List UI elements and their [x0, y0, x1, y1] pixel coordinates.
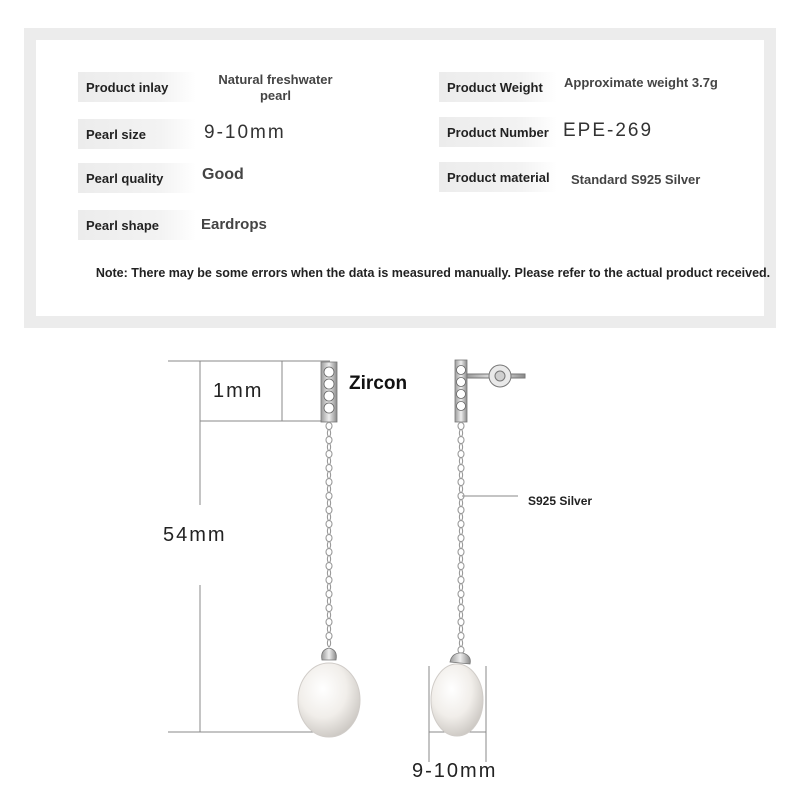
- chain-link: [459, 457, 462, 464]
- chain-link: [458, 520, 464, 527]
- chain-link: [326, 604, 332, 611]
- chain-link: [326, 576, 332, 583]
- chain-link: [327, 471, 330, 478]
- ear-post: [467, 365, 525, 387]
- pearl-cap-side: [450, 653, 470, 664]
- chain-link: [326, 464, 332, 471]
- pearl-quality-label: Pearl quality: [78, 163, 196, 193]
- chain-link: [327, 513, 330, 520]
- chain-front: [326, 422, 332, 646]
- product-material-label: Product material: [439, 162, 557, 192]
- chain-link: [459, 583, 462, 590]
- length-dimension: 54mm: [163, 524, 227, 546]
- product-inlay-value-line1: Natural freshwater: [218, 72, 333, 87]
- chain-link: [458, 534, 464, 541]
- product-inlay-label: Product inlay: [78, 72, 196, 102]
- chain-link: [326, 506, 332, 513]
- chain-link: [458, 562, 464, 569]
- chain-link: [458, 450, 464, 457]
- product-inlay-value-line2: pearl: [259, 88, 292, 103]
- chain-link: [326, 562, 332, 569]
- chain-link: [459, 499, 462, 506]
- chain-link: [459, 443, 462, 450]
- silver-callout: S925 Silver: [528, 494, 593, 508]
- earring-front: [298, 362, 360, 737]
- chain-link: [327, 639, 330, 646]
- measurement-note: Note: There may be some errors when the data is measured manually. Please refer to the actual product received.: [95, 266, 771, 280]
- chain-link: [326, 520, 332, 527]
- pearl-size-label: Pearl size: [78, 119, 196, 149]
- chain-link: [327, 443, 330, 450]
- zircon-callout: Zircon: [349, 373, 408, 394]
- chain-link: [327, 499, 330, 506]
- chain-link: [327, 569, 330, 576]
- chain-link: [459, 513, 462, 520]
- chain-link: [327, 555, 330, 562]
- chain-link: [458, 576, 464, 583]
- chain-link: [459, 597, 462, 604]
- product-number-value: EPE-269: [563, 120, 654, 141]
- chain-link: [458, 436, 464, 443]
- chain-link: [326, 492, 332, 499]
- chain-link: [458, 548, 464, 555]
- chain-link: [458, 506, 464, 513]
- product-material-value: Standard S925 Silver: [571, 172, 701, 187]
- earring-diagram: [0, 330, 800, 800]
- chain-link: [327, 429, 330, 436]
- chain-link: [327, 625, 330, 632]
- chain-link: [326, 618, 332, 625]
- chain-link: [459, 527, 462, 534]
- chain-link: [459, 611, 462, 618]
- chain-link: [327, 527, 330, 534]
- chain-link: [458, 422, 464, 429]
- chain-link: [458, 632, 464, 639]
- chain-link: [458, 604, 464, 611]
- chain-link: [459, 625, 462, 632]
- chain-link: [458, 464, 464, 471]
- pearl-front: [298, 663, 360, 737]
- chain-link: [327, 583, 330, 590]
- chain-link: [459, 429, 462, 436]
- pearl-width-dimension: 9-10mm: [412, 760, 498, 782]
- chain-link: [327, 457, 330, 464]
- chain-link: [326, 632, 332, 639]
- chain-link: [327, 485, 330, 492]
- chain-link: [326, 534, 332, 541]
- product-number-label: Product Number: [439, 117, 557, 147]
- product-weight-label: Product Weight: [439, 72, 557, 102]
- chain-link: [458, 590, 464, 597]
- chain-link: [458, 478, 464, 485]
- pearl-cap-front: [322, 648, 337, 660]
- chain-link: [459, 555, 462, 562]
- chain-link: [459, 485, 462, 492]
- pearl-size-value: 9-10mm: [204, 122, 286, 143]
- chain-link: [459, 471, 462, 478]
- chain-link: [326, 450, 332, 457]
- product-weight-value: Approximate weight 3.7g: [564, 75, 718, 90]
- top-width-dimension: 1mm: [213, 380, 264, 402]
- chain-link: [327, 541, 330, 548]
- chain-link: [327, 597, 330, 604]
- pearl-shape-value: Eardrops: [201, 216, 267, 233]
- chain-link: [458, 618, 464, 625]
- chain-link: [459, 541, 462, 548]
- product-inlay-value: [208, 72, 343, 104]
- chain-side: [458, 422, 464, 653]
- chain-link: [326, 590, 332, 597]
- chain-link: [327, 611, 330, 618]
- chain-link: [326, 548, 332, 555]
- earring-side: [431, 360, 525, 736]
- chain-link: [459, 639, 462, 646]
- pearl-quality-value: Good: [202, 166, 244, 183]
- pearl-side: [431, 664, 483, 736]
- chain-link: [326, 478, 332, 485]
- chain-link: [326, 436, 332, 443]
- pearl-shape-label: Pearl shape: [78, 210, 196, 240]
- chain-link: [459, 569, 462, 576]
- chain-link: [326, 422, 332, 429]
